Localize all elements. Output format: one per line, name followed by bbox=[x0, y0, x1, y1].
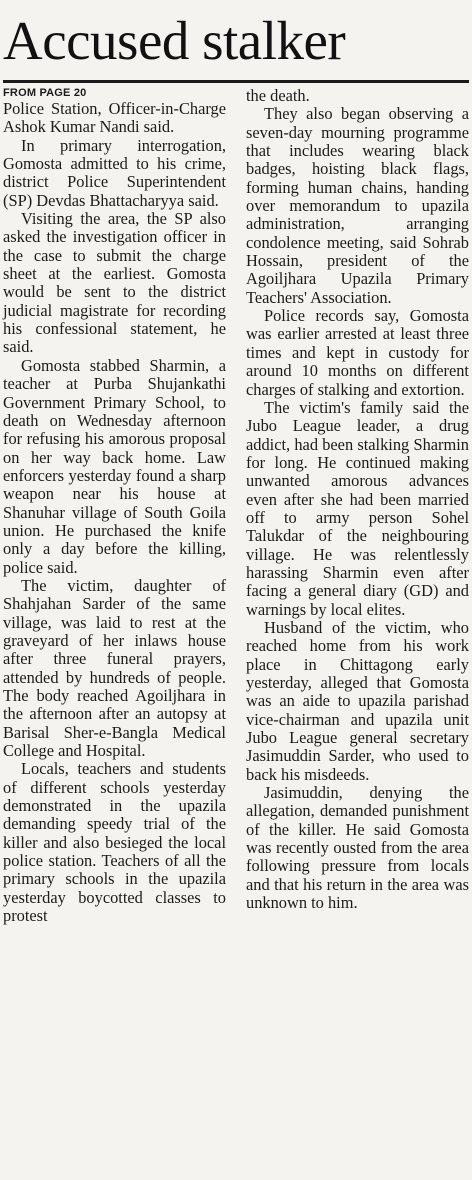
headline-rule bbox=[3, 80, 469, 83]
column-left bbox=[3, 87, 226, 925]
paragraph: They also began observing a seven-day mourning programme that includes wearing black badges, hoisting black flags, forming human chains, handing over memorandum to upazila administration, arranging condolence meeting, said Sohrab Hossain, president of the Agoiljhara Upazila Primary Teachers' Association. bbox=[246, 104, 469, 307]
paragraph: Jasimuddin, denying the allegation, demanded punishment of the killer. He said Gomosta was recently ousted from the area following pressure from locals and that his return in the area was unknown to him. bbox=[246, 783, 469, 913]
jump-label: FROM PAGE 20 bbox=[3, 87, 87, 99]
paragraph: Police Station, Officer-in-Charge Ashok Kumar Nandi said. bbox=[3, 99, 226, 137]
paragraph: The victim's family said the Jubo League leader, a drug addict, had been stalking Sharmin for long. He continued making unwanted amorous advances even after she had been married off to army person Sohel Talukdar of the neighbouring village. He was relentlessly harassing Sharmin even after facing a general diary (GD) and warnings by local elites. bbox=[246, 397, 469, 619]
paragraph: Husband of the victim, who reached home from his work place in Chittagong early yesterday, alleged that Gomosta was an aide to upazila parishad vice-chairman and upazila unit Jubo League general secretary Jasimuddin Sarder, who used to back his misdeeds. bbox=[246, 617, 469, 784]
paragraph: In primary interrogation, Gomosta admitted to his crime, district Police Superintendent (SP) Devdas Bhattacharyya said. bbox=[3, 135, 226, 210]
paragraph: Police records say, Gomosta was earlier arrested at least three times and kept in custody for around 10 months on different charges of stalking and extortion. bbox=[246, 306, 469, 399]
paragraph: Gomosta stabbed Sharmin, a teacher at Purba Shujankathi Government Primary School, to death on Wednesday afternoon for refusing his amorous proposal on her way back home. Law enforcers yesterday found a sharp weapon near his house at Shanuhar village of South Goila union. He purchased the knife only a day before the killing, police said. bbox=[3, 355, 226, 577]
headline: Accused stalker bbox=[3, 10, 346, 71]
paragraph: Locals, teachers and students of different schools yesterday demonstrated in the upazila demanding speedy trial of the killer and also besieged the local police station. Teachers of all the primary schools in the upazila yesterday boycotted classes to protest bbox=[3, 759, 226, 926]
article-body bbox=[3, 87, 469, 925]
paragraph: the death. bbox=[246, 86, 310, 105]
paragraph: The victim, daughter of Shahjahan Sarder of the same village, was laid to rest at the graveyard of her inlaws house after three funeral prayers, attended by hundreds of people. The body reached Agoiljhara in the afternoon after an autopsy at Barisal Sher-e-Bangla Medical College and Hospital. bbox=[3, 575, 226, 761]
column-right bbox=[246, 87, 469, 925]
paragraph: Visiting the area, the SP also asked the investigation officer in the case to submit the charge sheet at the earliest. Gomosta would be sent to the district judicial magistrate for recording his confessional statement, he said. bbox=[3, 209, 226, 357]
